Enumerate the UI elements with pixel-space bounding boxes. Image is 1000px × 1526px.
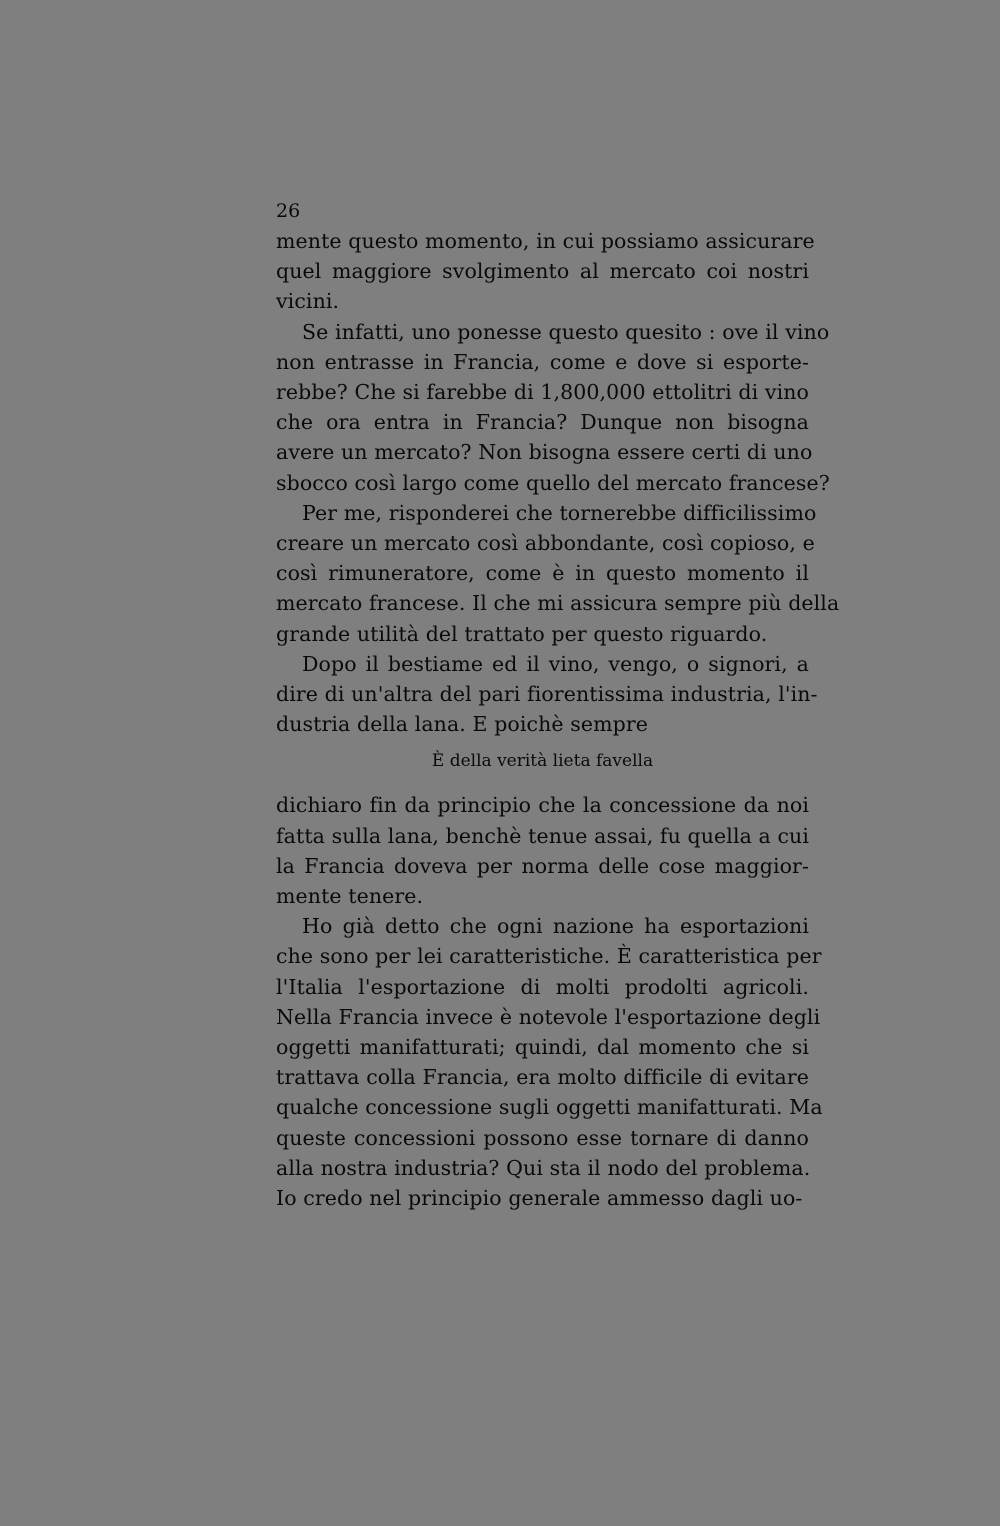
text-line: Io credo nel principio generale ammesso dagli uo-	[276, 1186, 803, 1211]
paragraph	[276, 790, 809, 911]
text-line: Ho già detto che ogni nazione ha esportazioni	[302, 914, 809, 939]
paragraph	[276, 317, 830, 498]
text-line: avere un mercato? Non bisogna essere certi di uno	[276, 440, 813, 465]
text-line: rebbe? Che si farebbe di 1,800,000 ettolitri di vino	[276, 380, 809, 405]
verse-quotation: È della verità lieta favella	[431, 751, 654, 772]
text-body-after-verse	[276, 790, 823, 1213]
text-line: fatta sulla lana, benchè tenue assai, fu quella a cui	[276, 823, 810, 848]
paragraph	[276, 911, 823, 1213]
text-line: mercato francese. Il che mi assicura sempre più della	[276, 591, 840, 616]
text-line: Per me, risponderei che tornerebbe difficilissimo	[302, 500, 817, 525]
text-line: queste concessioni possono esse tornare di danno	[276, 1125, 809, 1150]
text-line: che ora entra in Francia? Dunque non bisogna	[276, 410, 809, 435]
text-line: non entrasse in Francia, come e dove si esporte-	[276, 349, 809, 374]
text-line: trattava colla Francia, era molto difficile di evitare	[276, 1065, 809, 1090]
text-line: vicini.	[276, 289, 340, 314]
paragraph	[276, 649, 818, 740]
text-line: mente questo momento, in cui possiamo assicurare	[276, 229, 815, 253]
text-line: dustria della lana. E poichè sempre	[276, 712, 648, 737]
page-number: 26	[276, 200, 301, 222]
text-line: qualche concessione sugli oggetti manifatturati. Ma	[276, 1095, 823, 1120]
book-page	[276, 196, 840, 1213]
text-line: alla nostra industria? Qui sta il nodo del problema.	[276, 1155, 811, 1180]
text-line: dichiaro fin da principio che la concessione da noi	[276, 793, 809, 818]
text-body-before-verse	[276, 226, 840, 739]
text-line: Nella Francia invece è notevole l'esportazione degli	[276, 1004, 821, 1029]
text-line: sbocco così largo come quello del mercato francese?	[276, 470, 830, 495]
text-line: mente tenere.	[276, 884, 424, 909]
text-line: Se infatti, uno ponesse questo quesito : ove il vino	[302, 319, 830, 344]
text-line: oggetti manifatturati; quindi, dal momento che si	[276, 1035, 809, 1060]
text-line: creare un mercato così abbondante, così copioso, e	[276, 531, 815, 556]
text-line: così rimuneratore, come è in questo momento il	[276, 561, 809, 586]
text-line: dire di un'altra del pari fiorentissima industria, l'in-	[276, 682, 818, 707]
text-line: la Francia doveva per norma delle cose maggior-	[276, 853, 809, 878]
text-line: l'Italia l'esportazione di molti prodolti agricoli.	[276, 974, 809, 999]
text-line: grande utilità del trattato per questo riguardo.	[276, 621, 768, 646]
text-line: che sono per lei caratteristiche. È caratteristica per	[276, 944, 822, 969]
text-line: quel maggiore svolgimento al mercato coi nostri	[276, 259, 809, 284]
paragraph	[276, 226, 815, 317]
text-line: Dopo il bestiame ed il vino, vengo, o signori, a	[302, 651, 809, 676]
paragraph	[276, 498, 840, 649]
